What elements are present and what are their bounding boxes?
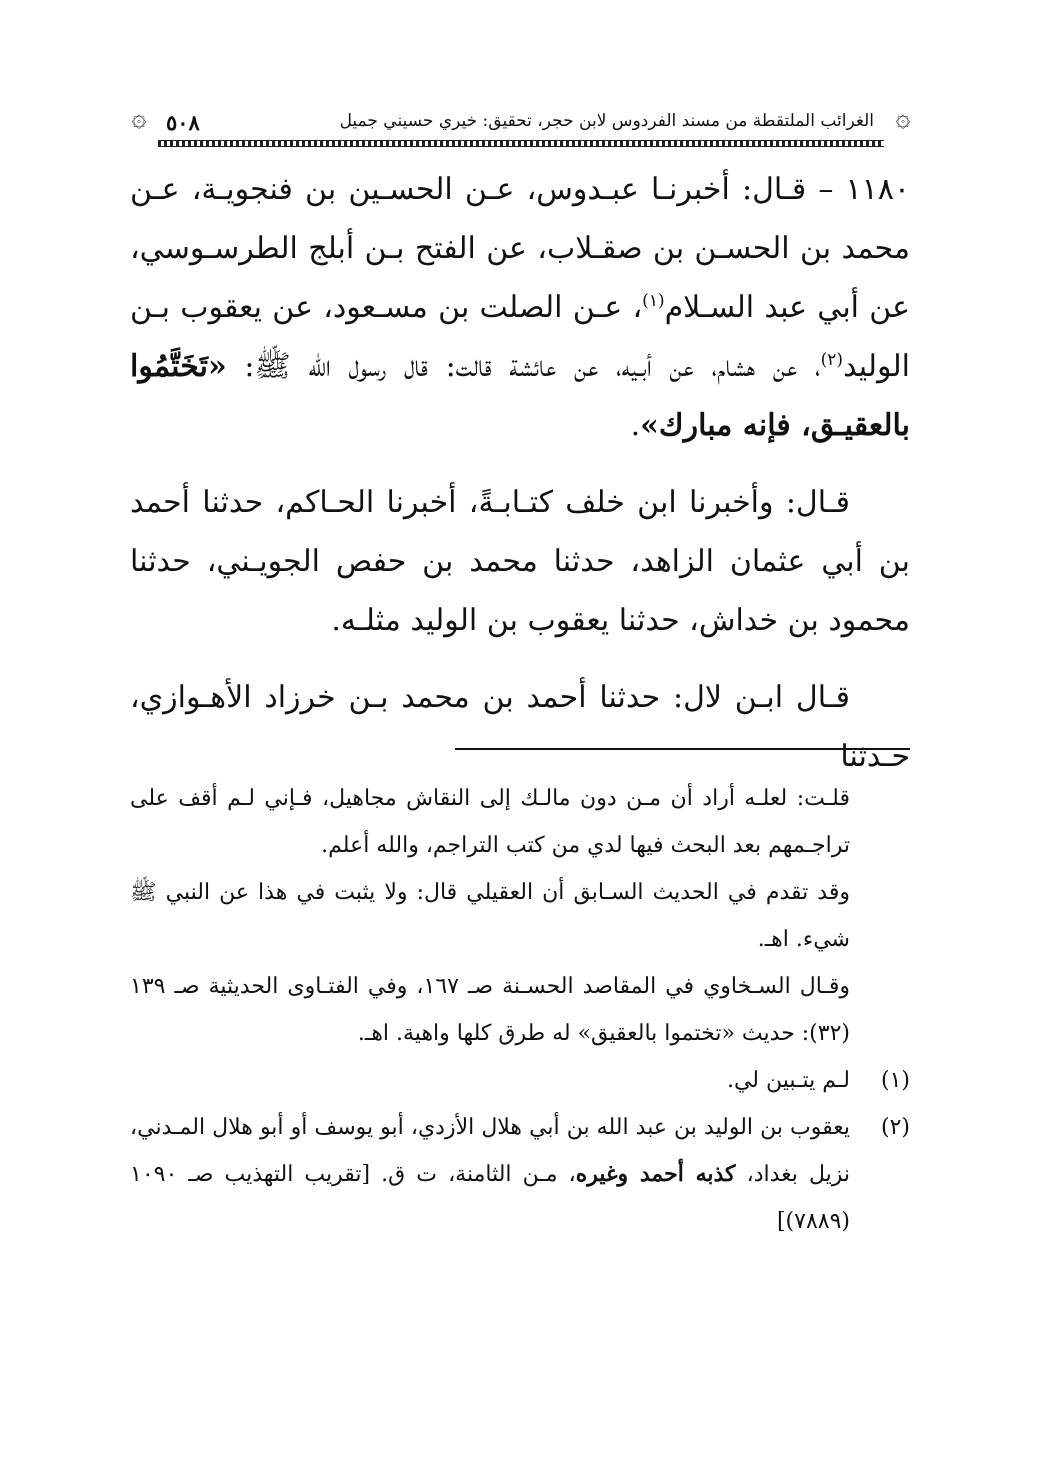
isnad-text-b: ، عـن الصلت بن مسـعود، عن يعقوب بـن الوليد — [130, 290, 910, 384]
isnad-text-c: ، عن هشام، عن أبـيه، عن عائشة قالت: قال رسول الله ﷺ: — [244, 349, 821, 384]
note-block-a: قلـت: لعلـه أراد أن مـن دون مالـك إلى النقاش مجاهيل، فـإني لـم أقف على تراجـمهم بعد البحث فيها لدي من كتب التراجم، والله أعلم. — [130, 786, 850, 858]
hadith-paragraph — [130, 160, 910, 455]
hadith-number: ١١٨٠ — [845, 172, 910, 207]
footnote-2-text — [130, 1104, 850, 1245]
hadith-end: . — [630, 408, 641, 443]
footnote-ref-2: (٢) — [820, 350, 844, 370]
footnote-2-text-a: يعقوب بن الوليد بن عبد الله بن أبي هلال الأزدي، أبو يوسف أو أبو هلال المـدني، نزيل بغداد، — [130, 1115, 850, 1187]
footnote-2-number: (٢) — [880, 1115, 910, 1140]
footnote-2-bold: كذبه أحمد وغيره — [575, 1161, 736, 1187]
footnote-1-number: (١) — [880, 1068, 910, 1093]
second-chain-paragraph — [130, 473, 910, 650]
isnad-text-a: – قـال: أخبرنـا عبـدوس، عـن الحسـين بن فنجويـة، عـن محمد بن الحسـن بن صقـلاب، عن الفتح بـن أبلج الطرسـوسي، عن أبي عبد السـلام — [130, 172, 910, 325]
header-rule — [158, 140, 884, 147]
footnotes — [130, 775, 910, 1245]
footnote-ref-1: (١) — [642, 291, 665, 311]
page-number: ٥٠٨ — [166, 110, 200, 135]
third-chain-paragraph — [130, 668, 910, 786]
footnote-1 — [130, 1057, 910, 1104]
footnote-2-text-b: ، مـن الثامنة، ت ق. [تقريب التهذيب صـ ١٠٩٠ (٧٨٨٩)] — [130, 1162, 850, 1234]
second-chain-text: قـال: وأخبرنا ابن خلف كتـابـةً، أخبرنا الحـاكم، حدثنا أحمد بن أبي عثمان الزاهد، حدثنا محمد بن حفص الجويـني، حدثنا محمود بن خداش، حدثنا يعقوب بن الوليد مثلـه. — [130, 485, 910, 638]
note-block-c: وقـال السـخاوي في المقاصد الحسـنة صـ ١٦٧، وفي الفتـاوى الحديثية صـ ١٣٩ (٣٢): حديث «تختموا بالعقيق» له طرق كلها واهية. اهـ. — [130, 974, 850, 1046]
third-chain-text: قـال ابـن لال: حدثنا أحمد بن محمد بـن خرزاد الأهـوازي، حـدثنا — [130, 680, 910, 774]
page-header — [118, 96, 924, 142]
ornament-left-icon: ۞ — [131, 103, 147, 133]
ornament-right-icon: ۞ — [895, 103, 911, 133]
footnote-separator — [455, 748, 910, 750]
main-text — [130, 160, 910, 786]
running-title: الغرائب الملتقطة من مسند الفردوس لابن حجر، تحقيق: خيري حسيني جميل — [339, 111, 874, 131]
footnote-2 — [130, 1104, 910, 1245]
footnote-1-text: لـم يتـبين لي. — [726, 1068, 850, 1093]
note-block-b: وقد تقدم في الحديث السـابق أن العقيلي قال: ولا يثبت في هذا عن النبي ﷺ شيء. اهـ. — [130, 880, 850, 952]
hadith-matn: «تَخَتَّمُوا بالعقيـق، فإنه مبارك» — [130, 349, 910, 443]
